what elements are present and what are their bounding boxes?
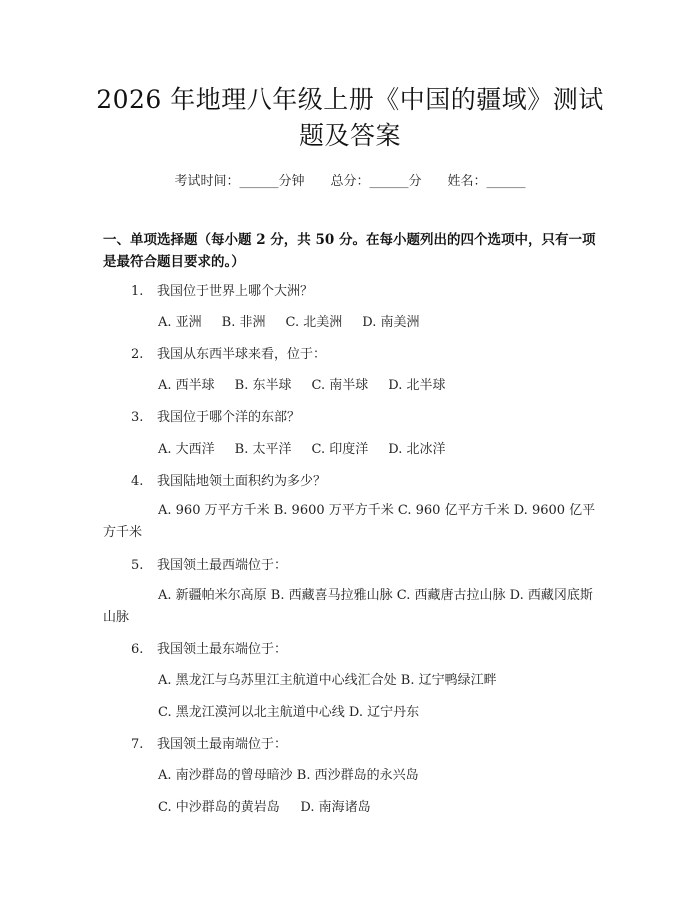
question-number: 4. xyxy=(131,474,144,489)
option-b: B. 太平洋 xyxy=(234,442,292,457)
question-number: 7. xyxy=(131,737,144,752)
question-number: 1. xyxy=(131,284,144,299)
question-4 xyxy=(131,473,326,491)
document-title xyxy=(60,82,640,154)
question-text: 我国领土最南端位于： xyxy=(157,737,288,752)
question-7 xyxy=(131,736,287,754)
question-text: 我国位于世界上哪个大洲？ xyxy=(157,284,314,299)
option-d: D. 北冰洋 xyxy=(388,442,446,457)
section-heading: 一、单项选择题（每小题 2 分，共 50 分。在每小题列出的四个选项中，只有一项是最符合题目要求的。） xyxy=(103,232,596,270)
option-c: C. 印度洋 xyxy=(311,442,369,457)
question-6-options-line-1: A. 黑龙江与乌苏里江主航道中心线汇合处 B. 辽宁鸭绿江畔 xyxy=(158,673,497,688)
question-2-options xyxy=(158,377,445,395)
question-3-options xyxy=(158,441,445,459)
question-text: 我国领土最东端位于： xyxy=(157,642,288,657)
exam-time-field: 考试时间：______分钟 xyxy=(174,174,305,189)
option-a: A. 西半球 xyxy=(158,378,215,393)
question-1-options xyxy=(158,314,419,332)
question-7-options-line-1: A. 南沙群岛的曾母暗沙 B. 西沙群岛的永兴岛 xyxy=(158,768,419,783)
option-d: D. 北半球 xyxy=(388,378,446,393)
option-c: C. 北美洲 xyxy=(285,315,343,330)
question-2 xyxy=(131,346,326,364)
exam-info-line xyxy=(0,170,700,189)
option-b: B. 东半球 xyxy=(234,378,292,393)
question-number: 3. xyxy=(131,410,144,425)
question-1 xyxy=(131,283,313,301)
question-text: 我国位于哪个洋的东部？ xyxy=(157,410,301,425)
question-4-options: A. 960 万平方千米 B. 9600 万平方千米 C. 960 亿平方千米 D. 9600 亿平方千米 xyxy=(103,503,596,540)
question-number: 2. xyxy=(131,347,144,362)
question-text: 我国陆地领土面积约为多少？ xyxy=(157,474,327,489)
option-d: D. 南美洲 xyxy=(362,315,420,330)
question-number: 6. xyxy=(131,642,144,657)
total-score-field: 总分：______分 xyxy=(330,174,422,189)
question-3 xyxy=(131,409,300,427)
question-number: 5. xyxy=(131,558,144,573)
question-5-options: A. 新疆帕米尔高原 B. 西藏喜马拉雅山脉 C. 西藏唐古拉山脉 D. 西藏冈底斯山脉 xyxy=(103,588,593,625)
question-text: 我国从东西半球来看，位于： xyxy=(157,347,327,362)
option-a: A. 大西洋 xyxy=(158,442,215,457)
option-c: C. 南半球 xyxy=(311,378,369,393)
question-text: 我国领土最西端位于： xyxy=(157,558,288,573)
question-6-options-line-2: C. 黑龙江漠河以北主航道中心线 D. 辽宁丹东 xyxy=(158,705,420,720)
title-line-1: 2026 年地理八年级上册《中国的疆域》测试 xyxy=(96,85,604,114)
option-b: B. 非洲 xyxy=(221,315,266,330)
question-6 xyxy=(131,641,287,659)
student-name-field: 姓名：______ xyxy=(447,174,526,189)
question-7-options-line-2: C. 中沙群岛的黄岩岛 D. 南海诸岛 xyxy=(158,800,371,815)
option-a: A. 亚洲 xyxy=(158,315,202,330)
title-line-2: 题及答案 xyxy=(298,121,401,150)
question-5 xyxy=(131,557,287,575)
